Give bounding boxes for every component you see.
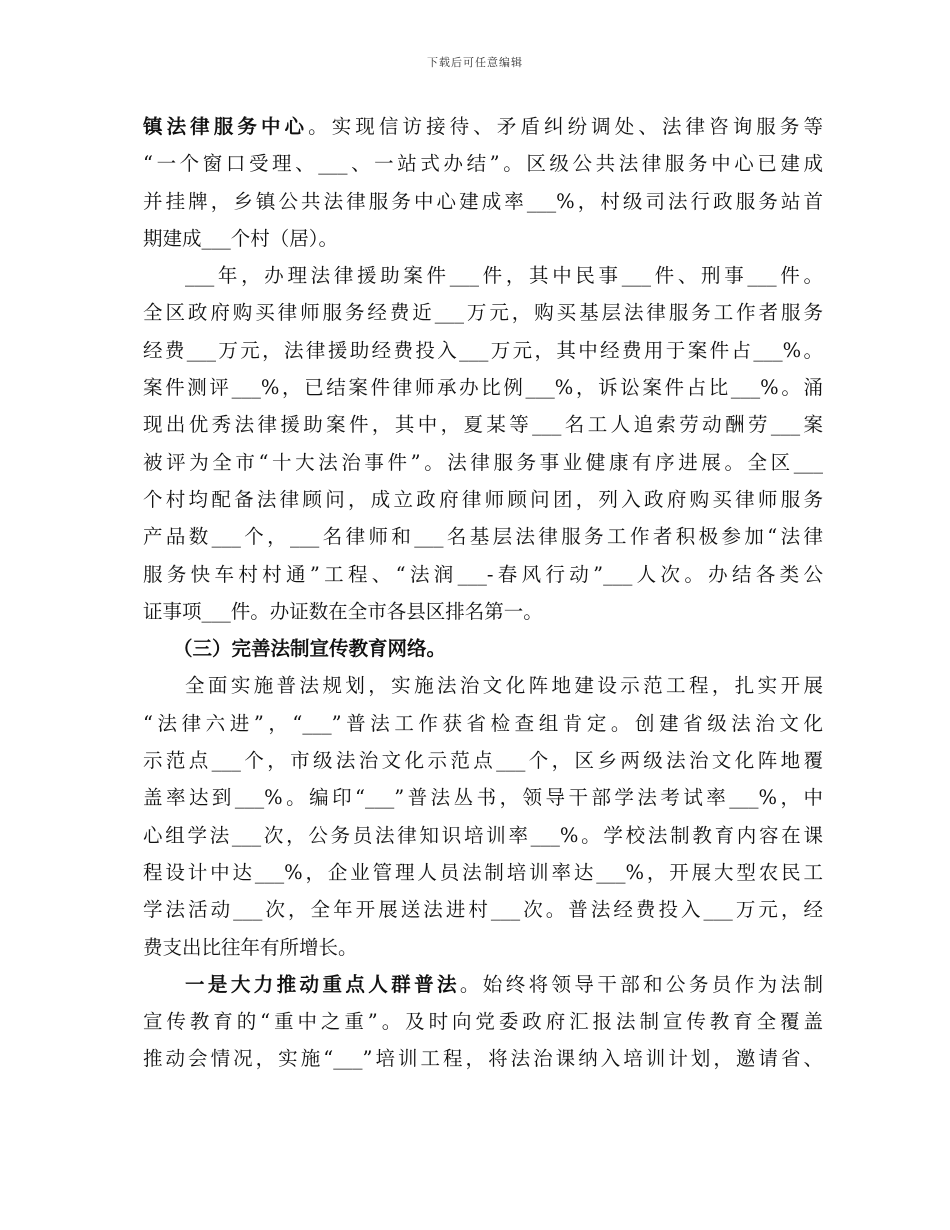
text-line: “法律六进”，“___”普法工作获省检查组肯定。创建省级法治文化 <box>143 711 823 735</box>
text-line: 程设计中达___%，企业管理人员法制培训率达___%，开展大型农民工 <box>143 860 823 884</box>
text-line <box>143 966 823 1003</box>
text-line: 产品数___个，___名律师和___名基层法律服务工作者积极参加“法律 <box>143 525 823 549</box>
text-line: 全区政府购买律师服务经费近___万元，购买基层法律服务工作者服务 <box>143 301 823 325</box>
section-heading: （三）完善法制宣传教育网络。 <box>173 637 447 661</box>
text-line: 推动会情况，实施“___”培训工程，将法治课纳入培训计划，邀请省、 <box>143 1047 823 1071</box>
text-line: 示范点___个，市级法治文化示范点___个，区乡两级法治文化阵地覆 <box>143 749 823 773</box>
text-line: 证事项___件。办证数在全市各县区排名第一。 <box>143 599 543 623</box>
text-line <box>143 108 823 145</box>
text-line: 期建成___个村（居）。 <box>143 226 339 250</box>
text-line: 现出优秀法律援助案件，其中，夏某等___名工人追索劳动酬劳___案 <box>143 413 823 437</box>
text-line: ___年，办理法律援助案件___件，其中民事___件、刑事___件。 <box>185 264 823 288</box>
text-line: 经费___万元，法律援助经费投入___万元，其中经费用于案件占___%。 <box>143 338 823 362</box>
text-line: 心组学法___次，公务员法律知识培训率___%。学校法制教育内容在课 <box>143 823 823 847</box>
text-line: 费支出比往年有所增长。 <box>143 935 358 959</box>
text-line: 宣传教育的“重中之重”。及时向党委政府汇报法制宣传教育全覆盖 <box>143 1010 823 1034</box>
text-line: 服务快车村村通”工程、“法润___-春风行动”___人次。办结各类公 <box>143 562 823 586</box>
bold-lead: 镇法律服务中心 <box>143 115 309 138</box>
text-line: 被评为全市“十大法治事件”。法律服务事业健康有序进展。全区___ <box>143 450 823 474</box>
text-line: 全面实施普法规划，实施法治文化阵地建设示范工程，扎实开展 <box>185 674 823 698</box>
text-line: 并挂牌，乡镇公共法律服务中心建成率___%，村级司法行政服务站首 <box>143 189 823 213</box>
line-text: 。实现信访接待、矛盾纠纷调处、法律咨询服务等 <box>308 115 823 138</box>
text-line: 盖率达到___%。编印“___”普法丛书，领导干部学法考试率___%，中 <box>143 786 823 810</box>
bold-lead: 一是大力推动重点人群普法 <box>185 972 460 996</box>
line-text: 。始终将领导干部和公务员作为法制 <box>459 972 823 996</box>
text-line: “一个窗口受理、___、一站式办结”。区级公共法律服务中心已建成 <box>143 152 823 176</box>
page-header: 下载后可任意编辑 <box>427 56 523 69</box>
text-line: 学法活动___次，全年开展送法进村___次。普法经费投入___万元，经 <box>143 898 823 922</box>
text-line: 案件测评___%，已结案件律师承办比例___%，诉讼案件占比___%。涌 <box>143 376 823 400</box>
document-body <box>143 108 823 1078</box>
text-line: 个村均配备法律顾问，成立政府律师顾问团，列入政府购买律师服务 <box>143 487 823 511</box>
